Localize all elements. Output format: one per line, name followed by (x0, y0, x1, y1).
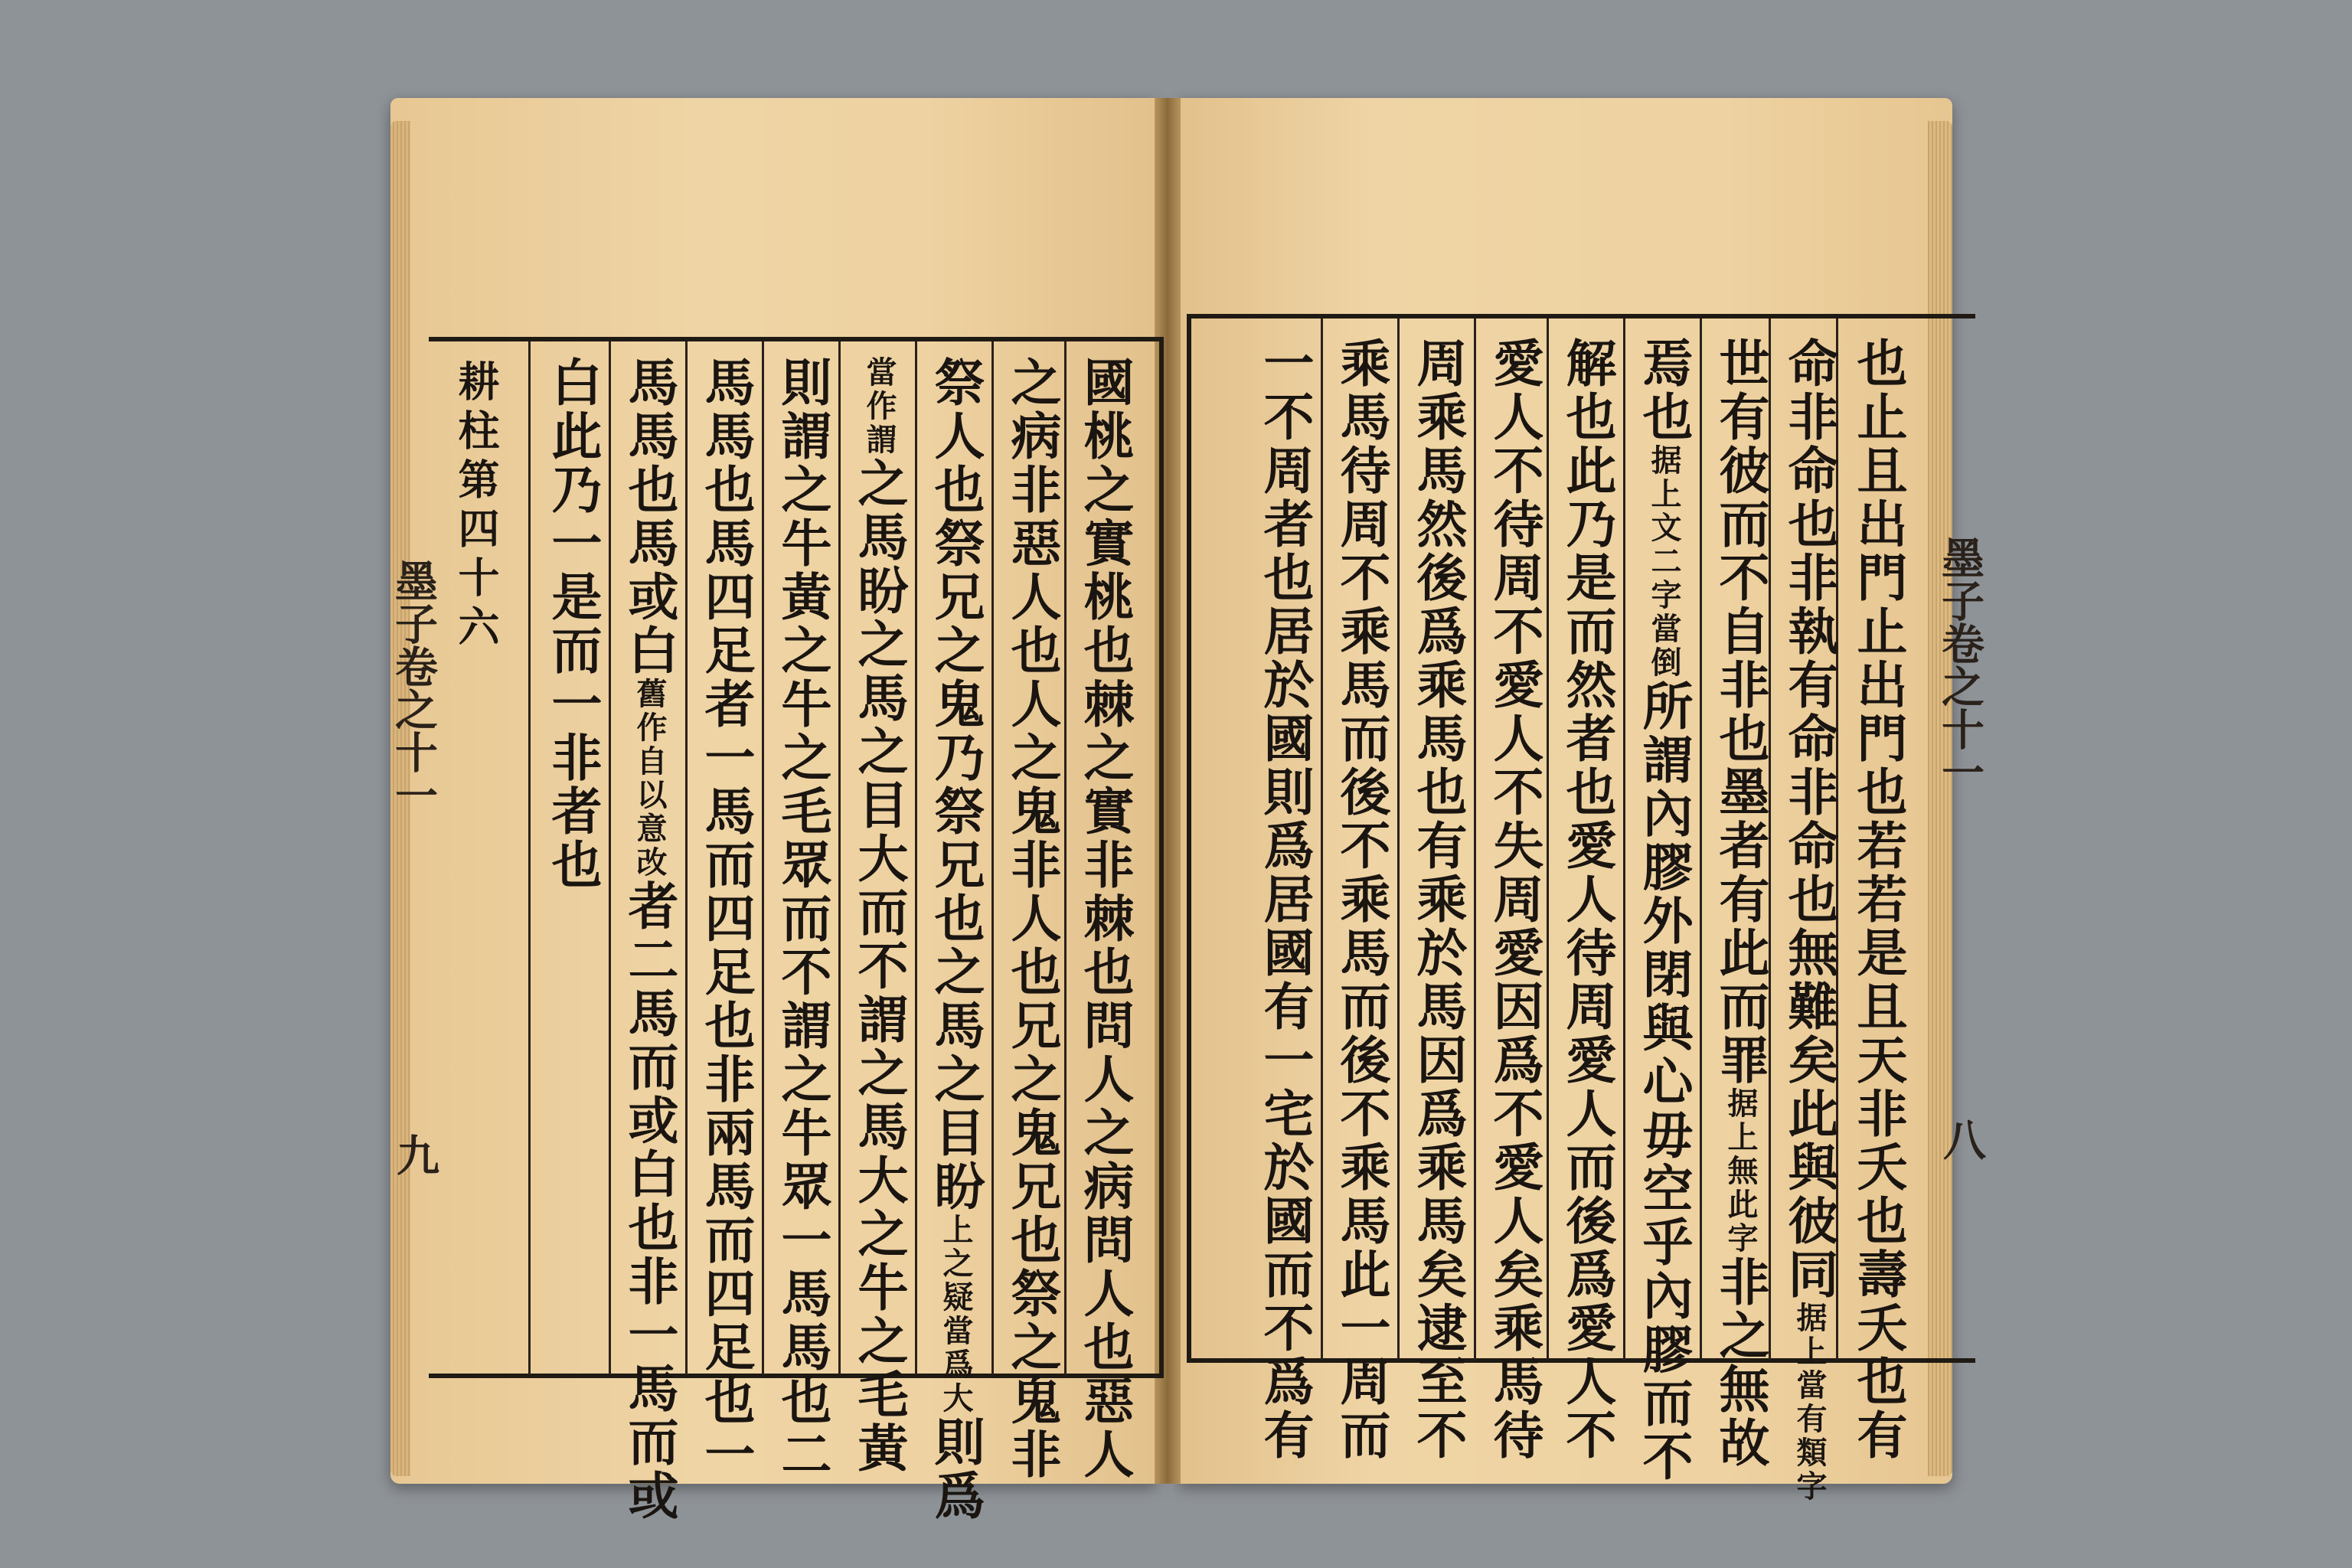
left-column-6: 馬馬也馬四足者一馬而四足也非兩馬而四足也一 (696, 356, 756, 1481)
right-column-9: 一不周者也居於國則爲居國有一宅於國而不爲有 (1255, 337, 1315, 1462)
column-rule (1700, 318, 1702, 1360)
column-rule (762, 341, 764, 1375)
left-column-7: 馬馬也馬或白舊作自以意改者二馬而或白也非一馬而或 (619, 356, 679, 1523)
column-rule (1064, 341, 1067, 1375)
left-column-5: 則謂之牛黃之牛之毛眾而不謂之牛眾一馬馬也二 (773, 356, 832, 1481)
annotation-note: 据上無此字 (1723, 1087, 1759, 1256)
column-rule (1397, 318, 1400, 1360)
column-rule (528, 341, 531, 1375)
left-column-4: 當作謂之馬盼之馬之目大而不謂之馬大之牛之毛黃 (849, 356, 909, 1475)
annotation-note: 据上當有類字 (1792, 1302, 1828, 1504)
column-rule (1474, 318, 1476, 1360)
column-rule (915, 341, 917, 1375)
column-rule (838, 341, 841, 1375)
chapter-heading: 耕柱第四十六 (452, 360, 501, 654)
right-folio: 八 (1936, 1118, 1987, 1161)
column-rule (1547, 318, 1549, 1360)
left-column-1: 國桃之實桃也棘之實非棘也問人之病問人也惡人 (1075, 356, 1135, 1481)
column-rule (685, 341, 688, 1375)
right-column-6: 愛人不待周不愛人不失周愛因爲不愛人矣乘馬待 (1485, 337, 1544, 1462)
right-column-4: 焉也据上文二字當倒所謂內膠外閉與心毋空乎內膠而不 (1634, 337, 1694, 1484)
left-column-2: 之病非惡人也人之鬼非人也兄之鬼兄也祭之鬼非 (1002, 356, 1062, 1481)
annotation-note: 舊作自以意改 (632, 678, 668, 880)
annotation-note: 据上文二字當倒 (1646, 444, 1682, 680)
annotation-note: 當作謂 (861, 356, 897, 457)
left-margin-title: 墨子卷之十一 (388, 559, 439, 816)
right-column-1: 也止且出門止出門也若若是且天非夭也壽夭也有 (1848, 337, 1908, 1462)
left-column-8: 白此乃一是而一非者也 (543, 356, 603, 892)
right-column-3: 世有彼而不自非也墨者有此而罪据上無此字非之無故 (1710, 337, 1770, 1470)
right-column-2: 命非命也非執有命非命也無難矣此與彼同据上當有類字 (1779, 337, 1839, 1504)
right-margin-title: 墨子卷之十一 (1935, 536, 1985, 793)
column-rule (991, 341, 994, 1375)
column-rule (1623, 318, 1625, 1360)
right-column-5: 解也此乃是而然者也愛人待周愛人而後爲愛人不 (1557, 337, 1617, 1462)
column-rule (1321, 318, 1323, 1360)
left-folio: 九 (390, 1133, 440, 1176)
left-column-3: 祭人也祭兄之鬼乃祭兄也之馬之目盼上之疑當爲大則爲 (926, 356, 985, 1523)
annotation-note: 上之疑當爲大 (938, 1214, 974, 1416)
right-column-7: 周乘馬然後爲乘馬也有乘於馬因爲乘馬矣逮至不 (1408, 337, 1468, 1462)
right-column-8: 乘馬待周不乘馬而後不乘馬而後不乘馬此一周而 (1331, 337, 1391, 1462)
column-rule (609, 341, 611, 1375)
